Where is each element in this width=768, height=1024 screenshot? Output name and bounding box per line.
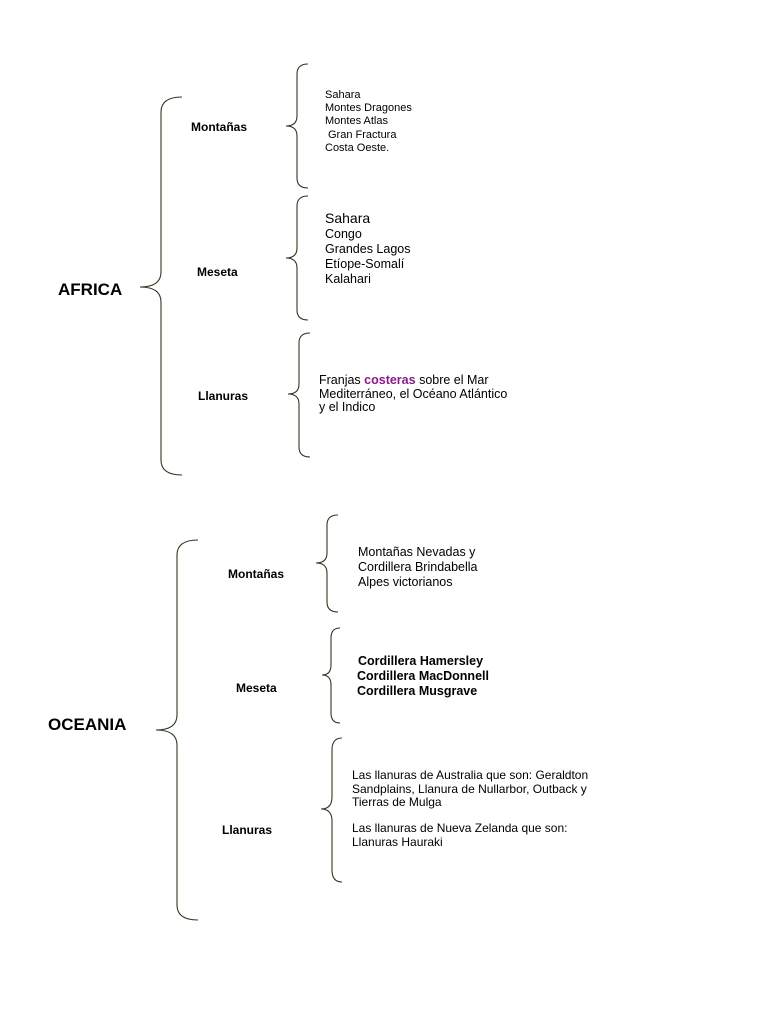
list-item: Sahara — [325, 210, 371, 226]
list-item: Cordillera MacDonnell — [357, 669, 489, 683]
list-item: Etíope-Somalí — [325, 256, 405, 271]
africa-meseta-list — [325, 210, 410, 287]
list-item: Congo — [325, 226, 362, 241]
oceania-montanas-list — [358, 545, 478, 590]
list-item: Costa Oeste. — [325, 141, 390, 154]
oceania-meseta-list — [357, 654, 489, 699]
africa-meseta-label: Meseta — [197, 265, 238, 279]
africa-montanas-label: Montañas — [191, 120, 248, 134]
oceania-montanas-label: Montañas — [228, 567, 285, 581]
africa-llanuras-bracket — [288, 333, 310, 457]
list-item: Alpes victorianos — [358, 575, 453, 589]
africa-llanuras-label: Llanuras — [198, 389, 249, 403]
oceania-llanuras-paragraph-1: Las llanuras de Australia que son: Geraldton Sandplains, Llanura de Nullarbor, Outback y Tierras de Mulga — [352, 768, 589, 809]
africa-montanas-list — [325, 89, 412, 155]
oceania-meseta-label: Meseta — [236, 681, 277, 695]
oceania-llanuras-bracket — [321, 738, 342, 882]
oceania-main-bracket — [156, 540, 198, 920]
oceania-meseta-bracket — [322, 628, 340, 723]
oceania-llanuras-label: Llanuras — [222, 823, 273, 837]
list-item: Sahara — [325, 89, 361, 101]
list-item: Kalahari — [325, 271, 371, 286]
list-item: Montes Atlas — [325, 115, 388, 128]
list-item: Cordillera Brindabella — [358, 560, 478, 574]
africa-title: AFRICA — [58, 280, 123, 299]
list-item: Cordillera Hamersley — [358, 654, 484, 668]
africa-llanuras-text — [319, 374, 509, 415]
africa-montanas-bracket — [286, 64, 308, 188]
list-item: Montañas Nevadas y — [358, 545, 476, 559]
text-after: sobre el Mar Mediterráneo, el Océano Atlántico y el Indico — [319, 373, 508, 414]
list-item: Grandes Lagos — [325, 241, 411, 256]
list-item: Gran Fractura — [328, 128, 397, 141]
list-item: Montes Dragones — [325, 102, 412, 115]
africa-meseta-bracket — [286, 196, 308, 320]
list-item: Cordillera Musgrave — [357, 684, 478, 698]
highlighted-word: costeras — [364, 373, 416, 387]
text-before: Franjas — [319, 373, 365, 387]
oceania-montanas-bracket — [316, 515, 338, 612]
oceania-title: OCEANIA — [48, 715, 127, 734]
oceania-llanuras-paragraph-2: Las llanuras de Nueva Zelanda que son: Llanuras Hauraki — [352, 821, 568, 849]
africa-main-bracket — [140, 97, 182, 475]
